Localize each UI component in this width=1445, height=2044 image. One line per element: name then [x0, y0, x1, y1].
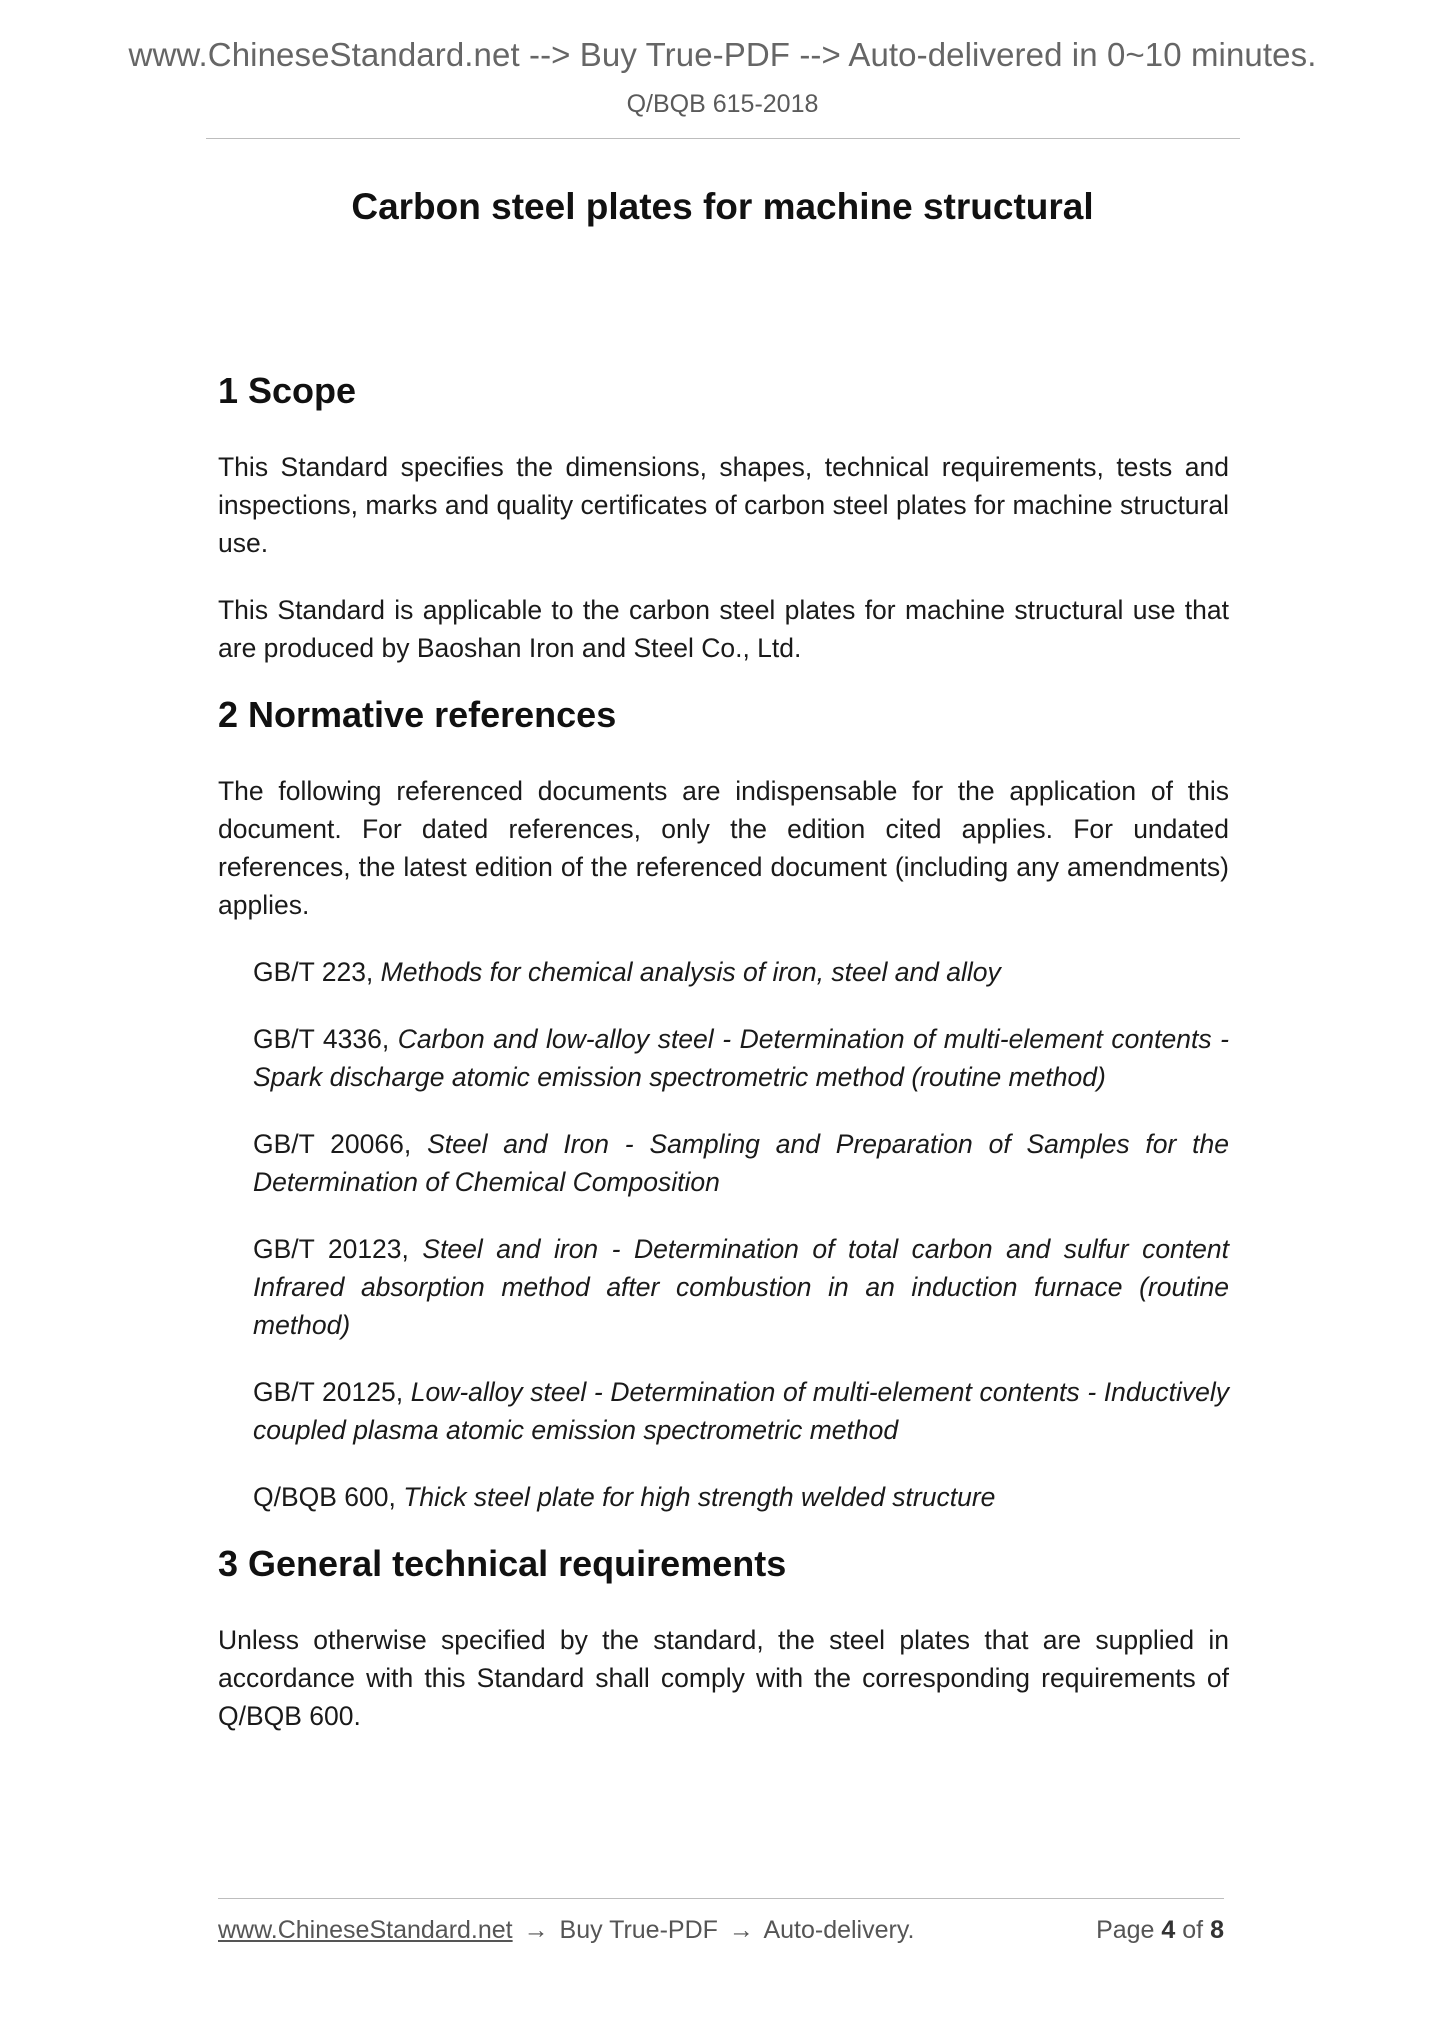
top-banner: www.ChineseStandard.net --> Buy True-PDF --> Auto-delivered in 0~10 minutes.: [128, 36, 1317, 73]
document-title: Carbon steel plates for machine structural: [351, 186, 1094, 227]
document-body: [218, 365, 1229, 1735]
normative-intro-paragraph: The following referenced documents are indispensable for the application of this document. For dated references, only the edition cited applies. For undated references, the latest edition of the referenced document (including any amendments) applies.: [218, 776, 1229, 920]
reference-code: GB/T 20125,: [253, 1377, 411, 1407]
arrow-right-icon: →: [728, 1916, 754, 1944]
reference-list: [218, 953, 1229, 1516]
footer-divider: [218, 1898, 1224, 1899]
reference-title: Thick steel plate for high strength welded structure: [403, 1482, 996, 1512]
section-heading-general-requirements: 3 General technical requirements: [218, 1543, 787, 1584]
reference-code: GB/T 4336,: [253, 1024, 398, 1054]
reference-item: [253, 1373, 1229, 1449]
reference-title: Steel and iron - Determination of total carbon and sulfur content Infrared absorption method after combustion in an induction furnace (routine method): [253, 1234, 1229, 1340]
reference-item: [253, 1125, 1229, 1201]
header-divider: [206, 138, 1240, 139]
current-page-number: 4: [1161, 1916, 1176, 1944]
scope-paragraph: This Standard specifies the dimensions, shapes, technical requirements, tests and inspections, marks and quality certificates of carbon steel plates for machine structural use.: [218, 452, 1229, 558]
reference-title: Carbon and low-alloy steel - Determination of multi-element contents - Spark discharge atomic emission spectrometric method (routine method): [253, 1024, 1229, 1092]
footer-promo: [218, 1916, 914, 1945]
website-link[interactable]: www.ChineseStandard.net: [218, 1916, 513, 1944]
reference-item: [253, 953, 1229, 991]
reference-code: GB/T 20066,: [253, 1129, 428, 1159]
reference-item: [253, 1230, 1229, 1344]
section-heading-scope: 1 Scope: [218, 370, 357, 411]
document-code: Q/BQB 615-2018: [626, 90, 819, 118]
reference-title: Low-alloy steel - Determination of multi-element contents - Inductively coupled plasma atomic emission spectrometric method: [253, 1377, 1229, 1445]
scope-paragraph: This Standard is applicable to the carbon steel plates for machine structural use that are produced by Baoshan Iron and Steel Co., Ltd.: [218, 595, 1229, 663]
auto-delivery-text: Auto-delivery.: [763, 1916, 915, 1944]
reference-item: [253, 1020, 1229, 1096]
reference-code: GB/T 20123,: [253, 1234, 423, 1264]
reference-title: Methods for chemical analysis of iron, steel and alloy: [380, 957, 1001, 987]
reference-item: [253, 1478, 1229, 1516]
arrow-right-icon: →: [523, 1916, 549, 1944]
page-label: Page: [1096, 1916, 1155, 1944]
section-heading-normative-references: 2 Normative references: [218, 694, 617, 735]
reference-code: GB/T 223,: [253, 957, 381, 987]
buy-pdf-text: Buy True-PDF: [559, 1916, 718, 1944]
of-label: of: [1182, 1916, 1204, 1944]
page-indicator: [1096, 1916, 1224, 1945]
total-pages: 8: [1210, 1916, 1224, 1944]
reference-title: Steel and Iron - Sampling and Preparation of Samples for the Determination of Chemical Composition: [253, 1129, 1230, 1197]
general-requirements-paragraph: Unless otherwise specified by the standard, the steel plates that are supplied in accordance with this Standard shall comply with the corresponding requirements of Q/BQB 600.: [218, 1625, 1229, 1731]
reference-code: Q/BQB 600,: [253, 1482, 404, 1512]
